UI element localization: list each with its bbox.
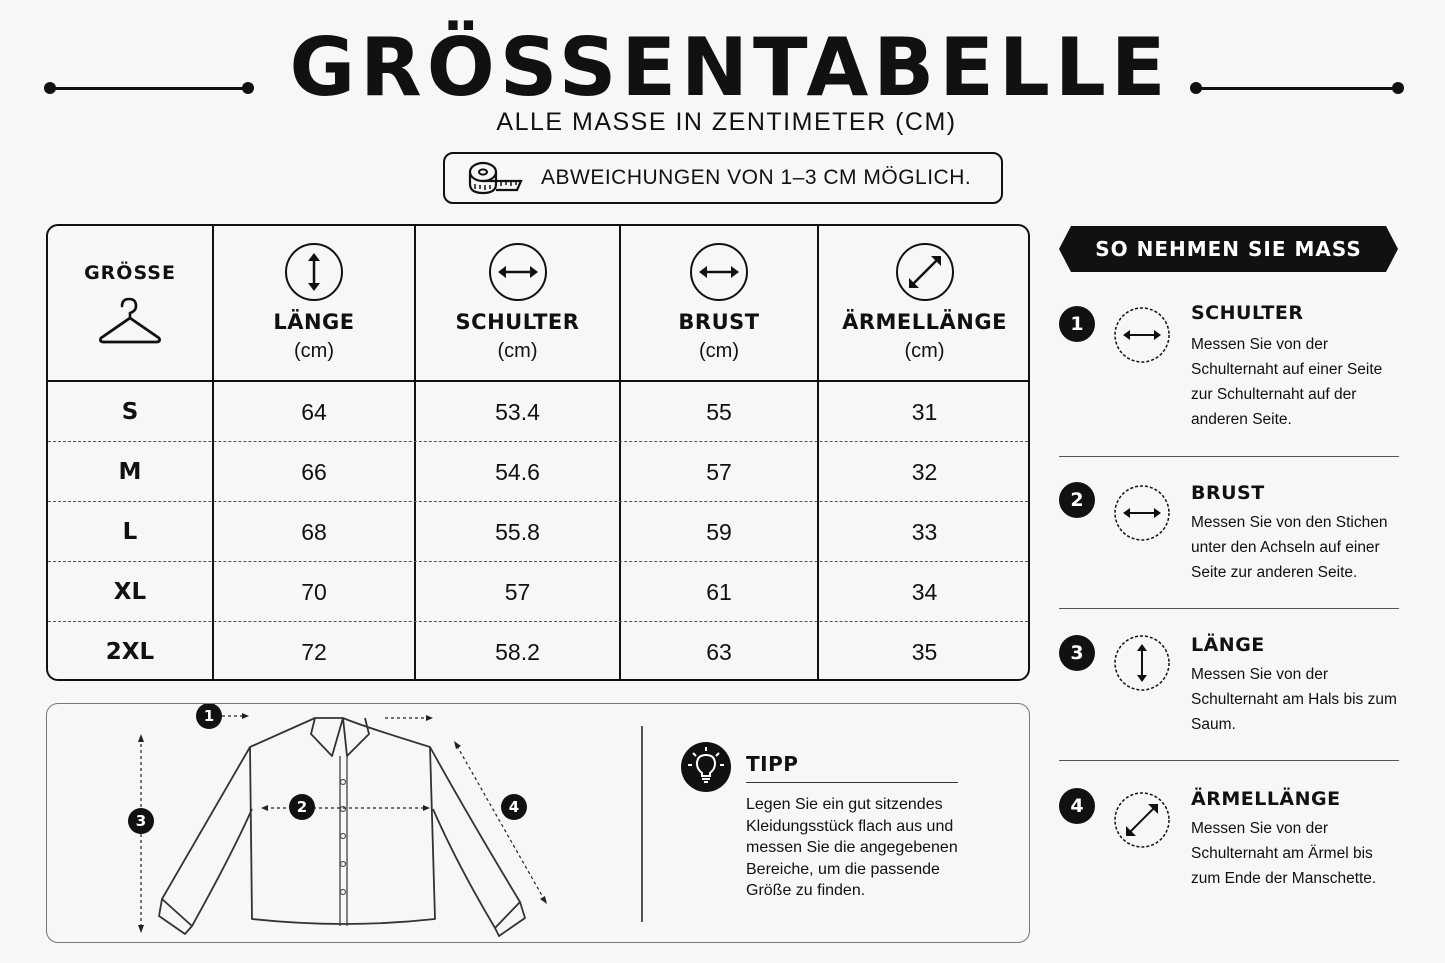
header-schulter bbox=[416, 226, 619, 382]
svg-text:2: 2 bbox=[296, 798, 308, 816]
step-text: Messen Sie von der Schulternaht auf einer Seite zur Schulternaht auf der anderen Seite. bbox=[1191, 336, 1383, 428]
rule-dot bbox=[1190, 82, 1202, 94]
value-cell: 63 bbox=[706, 639, 732, 665]
tip-text: Legen Sie ein gut sitzendes Kleidungsstück flach aus und messen Sie die angegebenen Bereiche, um die passende Größe zu finden. bbox=[746, 796, 958, 899]
step-title: BRUST bbox=[1191, 482, 1265, 504]
size-table bbox=[46, 224, 1030, 681]
deviation-note-text: ABWEICHUNGEN VON 1–3 CM MÖGLICH. bbox=[541, 166, 972, 189]
svg-text:3: 3 bbox=[135, 812, 147, 830]
page-subtitle: ALLE MASSE IN ZENTIMETER (CM) bbox=[496, 108, 957, 136]
value-cell: 35 bbox=[911, 639, 938, 665]
value-cell: 54.6 bbox=[495, 459, 540, 485]
table-row bbox=[48, 562, 1028, 622]
hanger-icon bbox=[97, 296, 163, 348]
step-text: Messen Sie von der Schulternaht am Ärmel bis zum Ende der Manschette. bbox=[1191, 820, 1377, 887]
header-brust-label: BRUST bbox=[678, 310, 760, 334]
size-cell: 2XL bbox=[105, 639, 155, 665]
table-row bbox=[48, 442, 1028, 502]
value-cell: 68 bbox=[301, 519, 327, 545]
header-aermellaenge-unit: (cm) bbox=[904, 340, 945, 362]
rule-dot bbox=[242, 82, 254, 94]
step-divider bbox=[1059, 456, 1399, 457]
header-schulter-unit: (cm) bbox=[497, 340, 538, 362]
header-brust bbox=[621, 226, 817, 382]
step-title: SCHULTER bbox=[1191, 302, 1304, 324]
vertical-arrow-icon bbox=[284, 242, 344, 302]
step-title: ÄRMELLÄNGE bbox=[1191, 788, 1341, 810]
table-row bbox=[48, 622, 1028, 681]
value-cell: 66 bbox=[301, 459, 327, 485]
step-text: Messen Sie von den Stichen unter den Achseln auf einer Seite zur anderen Seite. bbox=[1191, 514, 1388, 581]
horizontal-arrow-icon bbox=[488, 242, 548, 302]
horizontal-arrow-icon bbox=[1113, 484, 1171, 542]
step-divider bbox=[1059, 608, 1399, 609]
value-cell: 72 bbox=[301, 639, 327, 665]
measurement-diagram-box bbox=[46, 703, 1030, 943]
horizontal-arrow-icon bbox=[689, 242, 749, 302]
size-cell: S bbox=[121, 399, 139, 425]
howto-step-laenge bbox=[1059, 634, 1404, 744]
tip-title: TIPP bbox=[746, 752, 799, 776]
value-cell: 70 bbox=[301, 579, 327, 605]
horizontal-arrow-icon bbox=[1113, 306, 1171, 364]
value-cell: 34 bbox=[911, 579, 938, 605]
step-number: 2 bbox=[1059, 482, 1095, 518]
howto-step-schulter bbox=[1059, 302, 1404, 446]
title-rule-right bbox=[1196, 87, 1398, 90]
size-cell: XL bbox=[113, 579, 147, 605]
rule-dot bbox=[1392, 82, 1404, 94]
size-cell: L bbox=[122, 519, 138, 545]
step-number: 4 bbox=[1059, 788, 1095, 824]
header-size-label: GRÖSSE bbox=[84, 262, 176, 284]
header-laenge-label: LÄNGE bbox=[273, 310, 355, 334]
howto-banner-text: SO NEHMEN SIE MASS bbox=[1095, 237, 1362, 261]
howto-step-aermellaenge bbox=[1059, 788, 1404, 898]
step-text: Messen Sie von der Schulternaht am Hals bis zum Saum. bbox=[1191, 666, 1397, 733]
page-title: GRÖSSENTABELLE bbox=[289, 21, 1171, 114]
measuring-tape-icon bbox=[467, 158, 525, 198]
header-schulter-label: SCHULTER bbox=[455, 310, 580, 334]
size-cell: M bbox=[118, 459, 142, 485]
header-aermellaenge-label: ÄRMELLÄNGE bbox=[842, 310, 1007, 334]
value-cell: 58.2 bbox=[495, 639, 540, 665]
step-number: 3 bbox=[1059, 635, 1095, 671]
value-cell: 55 bbox=[706, 399, 732, 425]
vertical-arrow-icon bbox=[1113, 634, 1171, 692]
howto-step-brust bbox=[1059, 482, 1404, 592]
table-row bbox=[48, 502, 1028, 562]
header-aermellaenge bbox=[819, 226, 1030, 382]
vertical-divider bbox=[641, 726, 643, 922]
header-size bbox=[48, 226, 212, 382]
tip-divider bbox=[746, 782, 958, 783]
value-cell: 32 bbox=[911, 459, 938, 485]
step-number: 1 bbox=[1059, 306, 1095, 342]
diagonal-arrow-icon bbox=[895, 242, 955, 302]
value-cell: 61 bbox=[706, 579, 732, 605]
value-cell: 53.4 bbox=[495, 399, 540, 425]
deviation-note bbox=[443, 152, 1003, 204]
value-cell: 55.8 bbox=[495, 519, 540, 545]
header-laenge-unit: (cm) bbox=[294, 340, 334, 362]
value-cell: 31 bbox=[911, 399, 938, 425]
shirt-diagram bbox=[47, 704, 607, 944]
title-row bbox=[0, 18, 1445, 118]
value-cell: 33 bbox=[911, 519, 938, 545]
table-header bbox=[48, 226, 1028, 382]
header-laenge bbox=[214, 226, 414, 382]
svg-text:1: 1 bbox=[203, 707, 215, 725]
diagonal-arrow-icon bbox=[1113, 791, 1171, 849]
table-row bbox=[48, 382, 1028, 442]
value-cell: 57 bbox=[504, 579, 531, 605]
lightbulb-icon bbox=[680, 741, 732, 793]
title-rule-left bbox=[48, 87, 248, 90]
svg-text:4: 4 bbox=[508, 798, 520, 816]
step-title: LÄNGE bbox=[1191, 634, 1265, 656]
value-cell: 64 bbox=[301, 399, 327, 425]
header-brust-unit: (cm) bbox=[699, 340, 739, 362]
value-cell: 59 bbox=[706, 519, 732, 545]
howto-banner bbox=[1059, 226, 1398, 272]
step-divider bbox=[1059, 760, 1399, 761]
value-cell: 57 bbox=[706, 459, 732, 485]
rule-dot bbox=[44, 82, 56, 94]
